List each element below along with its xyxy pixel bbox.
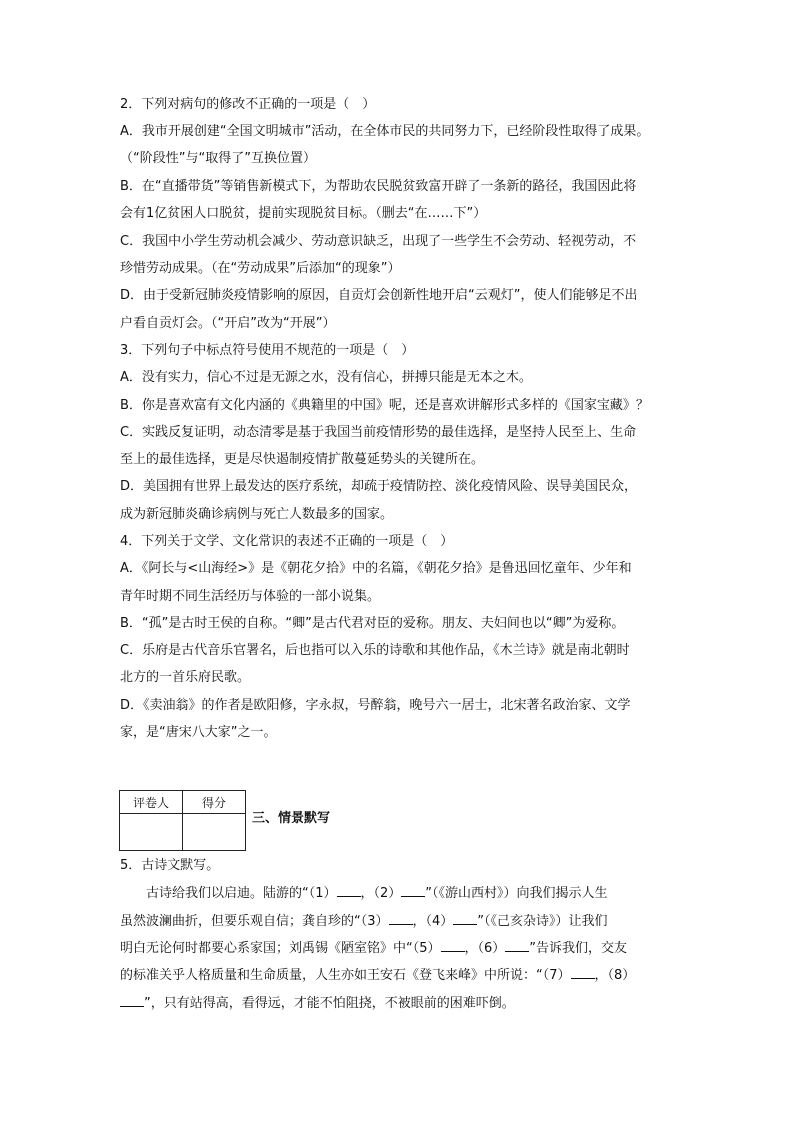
q3-stem: 3．下列句子中标点符号使用不规范的一项是（ ） bbox=[120, 343, 415, 358]
score-cell[interactable] bbox=[183, 814, 246, 851]
q2-option-a-cont: （“阶段性”与“取得了”互换位置） bbox=[120, 151, 316, 166]
q4-option-b: B．“孤”是古时王侯的自称。“卿”是古代君对臣的爱称。朋友、夫妇间也以“卿”为爱称。 bbox=[120, 616, 625, 631]
q2-option-d: D．由于受新冠肺炎疫情影响的原因，自贡灯会创新性地开启“云观灯”，使人们能够足不出 bbox=[120, 288, 638, 303]
q3-option-d: D．美国拥有世界上最发达的医疗系统，却疏于疫情防控、淡化疫情风险、误导美国民众， bbox=[120, 479, 638, 494]
q2-option-b-cont: 会有1亿贫困人口脱贫，提前实现脱贫目标。（删去“在……下”） bbox=[120, 206, 487, 221]
q5-line-4: 的标准关乎人格质量和生命质量，人生亦如王安石《登飞来峰》中所说：“（7） ，（8） bbox=[120, 968, 636, 983]
score-label: 得分 bbox=[183, 791, 246, 814]
score-box bbox=[119, 790, 246, 851]
blank-1[interactable] bbox=[337, 884, 361, 897]
q2-option-a: A．我市开展创建“全国文明城市”活动，在全体市民的共同努力下，已经阶段性取得了成果。 bbox=[120, 124, 650, 139]
blank-3[interactable] bbox=[389, 912, 413, 925]
blank-8[interactable] bbox=[120, 994, 144, 1007]
q4-option-a-cont: 青年时期不同生活经历与体验的一部小说集。 bbox=[120, 589, 381, 604]
blank-7[interactable] bbox=[571, 966, 595, 979]
blank-5[interactable] bbox=[441, 939, 465, 952]
blank-6[interactable] bbox=[505, 939, 529, 952]
blank-2[interactable] bbox=[401, 884, 425, 897]
grader-label: 评卷人 bbox=[120, 791, 183, 814]
q4-option-d: D．《卖油翁》的作者是欧阳修，字永叔，号醉翁，晚号六一居士，北宋著名政治家、文学 bbox=[120, 698, 631, 713]
q3-option-b: B．你是喜欢富有文化内涵的《典籍里的中国》呢，还是喜欢讲解形式多样的《国家宝藏》？ bbox=[120, 398, 649, 413]
q2-option-c: C．我国中小学生劳动机会减少、劳动意识缺乏，出现了一些学生不会劳动、轻视劳动，不 bbox=[120, 234, 637, 249]
q5-line-1: 古诗给我们以启迪。陆游的“（1） ，（2） ”（《游山西村》）向我们揭示人生 bbox=[146, 886, 608, 901]
q3-option-a: A．没有实力，信心不过是无源之水，没有信心，拼搏只能是无本之木。 bbox=[120, 370, 532, 385]
q3-option-d-cont: 成为新冠肺炎确诊病例与死亡人数最多的国家。 bbox=[120, 507, 394, 522]
q2-option-d-cont: 户看自贡灯会。（“开启”改为“开展”） bbox=[120, 316, 336, 331]
q4-option-c: C．乐府是古代音乐官署名，后也指可以入乐的诗歌和其他作品，《木兰诗》就是南北朝时 bbox=[120, 643, 630, 658]
q5-line-5: ”，只有站得高，看得远，才能不怕阻挠，不被眼前的困难吓倒。 bbox=[120, 994, 680, 1013]
grader-cell[interactable] bbox=[120, 814, 183, 851]
q4-option-d-cont: 家，是“唐宋八大家”之一。 bbox=[120, 725, 277, 740]
q4-stem: 4．下列关于文学、文化常识的表述不正确的一项是（ ） bbox=[120, 534, 454, 549]
q5-stem: 5．古诗文默写。 bbox=[120, 858, 220, 873]
q2-stem: 2．下列对病句的修改不正确的一项是（ ） bbox=[120, 97, 376, 112]
section-title: 三、情景默写 bbox=[252, 811, 331, 826]
q3-option-c-cont: 至上的最佳选择，更是尽快遏制疫情扩散蔓延势头的关键所在。 bbox=[120, 452, 485, 467]
q5-line-2: 虽然波澜曲折，但要乐观自信；龚自珍的“（3） ，（4） ”（《己亥杂诗》）让我们 bbox=[120, 914, 608, 929]
blank-4[interactable] bbox=[453, 912, 477, 925]
q4-option-c-cont: 北方的一首乐府民歌。 bbox=[120, 670, 251, 685]
q3-option-c: C．实践反复证明，动态清零是基于我国当前疫情形势的最佳选择，是坚持人民至上、生命 bbox=[120, 425, 637, 440]
q5-line-3: 明白无论何时都要心系家国；刘禹锡《陋室铭》中“（5） ，（6） ”告诉我们，交友 bbox=[120, 941, 628, 956]
q4-option-a: A．《阿长与<山海经>》是《朝花夕拾》中的名篇，《朝花夕拾》是鲁迅回忆童年、少年和 bbox=[120, 561, 632, 576]
q2-option-c-cont: 珍惜劳动成果。（在“劳动成果”后添加“的现象”） bbox=[120, 261, 401, 276]
q2-option-b: B．在“直播带货”等销售新模式下，为帮助农民脱贫致富开辟了一条新的路径，我国因此将 bbox=[120, 179, 637, 194]
